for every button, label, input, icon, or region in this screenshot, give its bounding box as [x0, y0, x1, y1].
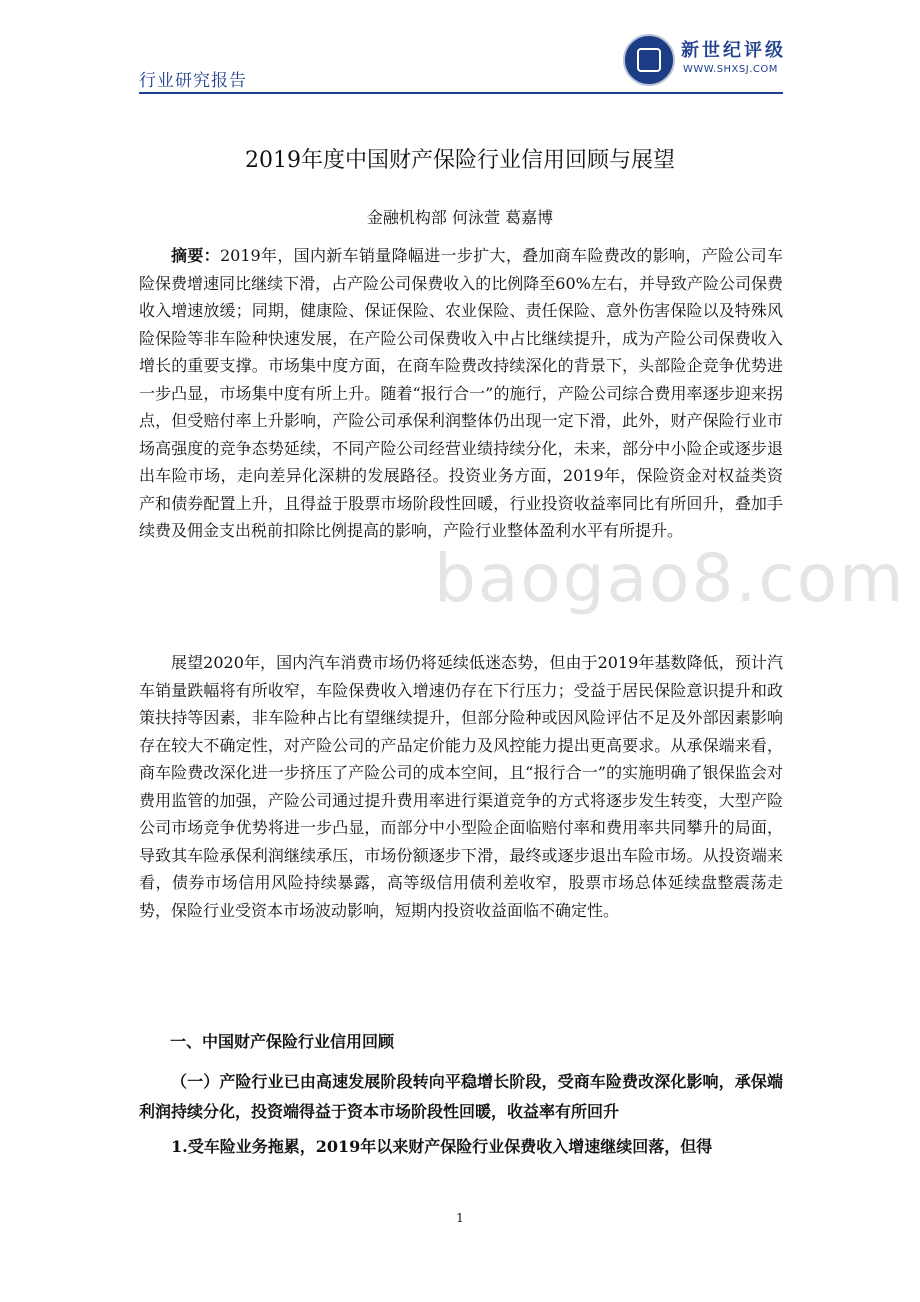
- header-divider: [139, 92, 783, 94]
- point-heading: 1.受车险业务拖累，2019年以来财产保险行业保费收入增速继续回落，但得: [171, 1137, 713, 1156]
- outlook-paragraph: 展望2020年，国内汽车消费市场仍将延续低迷态势，但由于2019年基数降低，预计汽车销量跌幅将有所收窄，车险保费收入增速仍存在下行压力；受益于居民保险意识提升和政策扶持等因素，非车险种占比有望继续提升，但部分险种或因风险评估不足及外部因素影响存在较大不确定性，对产险公司的产品定价能力及风控能力提出更高要求。从承保端来看，商车险费改深化进一步挤压了产险公司的成本空间，且“报行合一”的实施明确了银保监会对费用监管的加强，产险公司通过提升费用率进行渠道竞争的方式将逐步发生转变，大型产险公司市场竞争优势将进一步凸显，而部分中小型险企面临赔付率和费用率共同攀升的局面，导致其车险承保利润继续承压，市场份额逐步下滑，最终或逐步退出车险市场。从投资端来看，债券市场信用风险持续暴露，高等级信用债利差收窄，股票市场总体延续盘整震荡走势，保险行业受资本市场波动影响，短期内投资收益面临不确定性。: [139, 653, 783, 920]
- brand-name: 新世纪评级: [681, 40, 786, 61]
- brand-url: WWW.SHXSJ.COM: [683, 64, 778, 75]
- subsection-heading: （一）产险行业已由高速发展阶段转向平稳增长阶段，受商车险费改深化影响，承保端利润持续分化，投资端得益于资本市场阶段性回暖，收益率有所回升: [139, 1072, 783, 1121]
- brand-emblem-icon: [623, 34, 675, 86]
- header-section-label: 行业研究报告: [139, 71, 247, 91]
- watermark-text: baogao8.com: [434, 540, 906, 617]
- abstract-label: 摘要：: [171, 246, 220, 265]
- brand-logo: [623, 32, 786, 92]
- abstract-paragraph: [139, 242, 783, 545]
- document-authors: 金融机构部 何泳萱 葛嘉博: [366, 208, 554, 227]
- abstract-text: 2019年，国内新车销量降幅进一步扩大，叠加商车险费改的影响，产险公司车险保费增速同比继续下滑，占产险公司保费收入的比例降至60%左右，并导致产险公司保费收入增速放缓；同期，健康险、保证保险、农业保险、责任保险、意外伤害保险以及特殊风险保险等非车险种快速发展，在产险公司保费收入中占比继续提升，成为产险公司保费收入增长的重要支撑。市场集中度方面，在商车险费改持续深化的背景下，头部险企竞争优势进一步凸显，市场集中度有所上升。随着“报行合一”的施行，产险公司综合费用率逐步迎来拐点，但受赔付率上升影响，产险公司承保利润整体仍出现一定下滑，此外，财产保险行业市场高强度的竞争态势延续，不同产险公司经营业绩持续分化，未来，部分中小险企或逐步退出车险市场，走向差异化深耕的发展路径。投资业务方面，2019年，保险资金对权益类资产和债券配置上升，且得益于股票市场阶段性回暖，行业投资收益率同比有所回升，叠加手续费及佣金支出税前扣除比例提高的影响，产险行业整体盈利水平有所提升。: [139, 246, 783, 540]
- document-title: 2019年度中国财产保险行业信用回顾与展望: [245, 148, 675, 173]
- section-heading: 一、中国财产保险行业信用回顾: [170, 1032, 395, 1051]
- page-number: 1: [456, 1211, 464, 1225]
